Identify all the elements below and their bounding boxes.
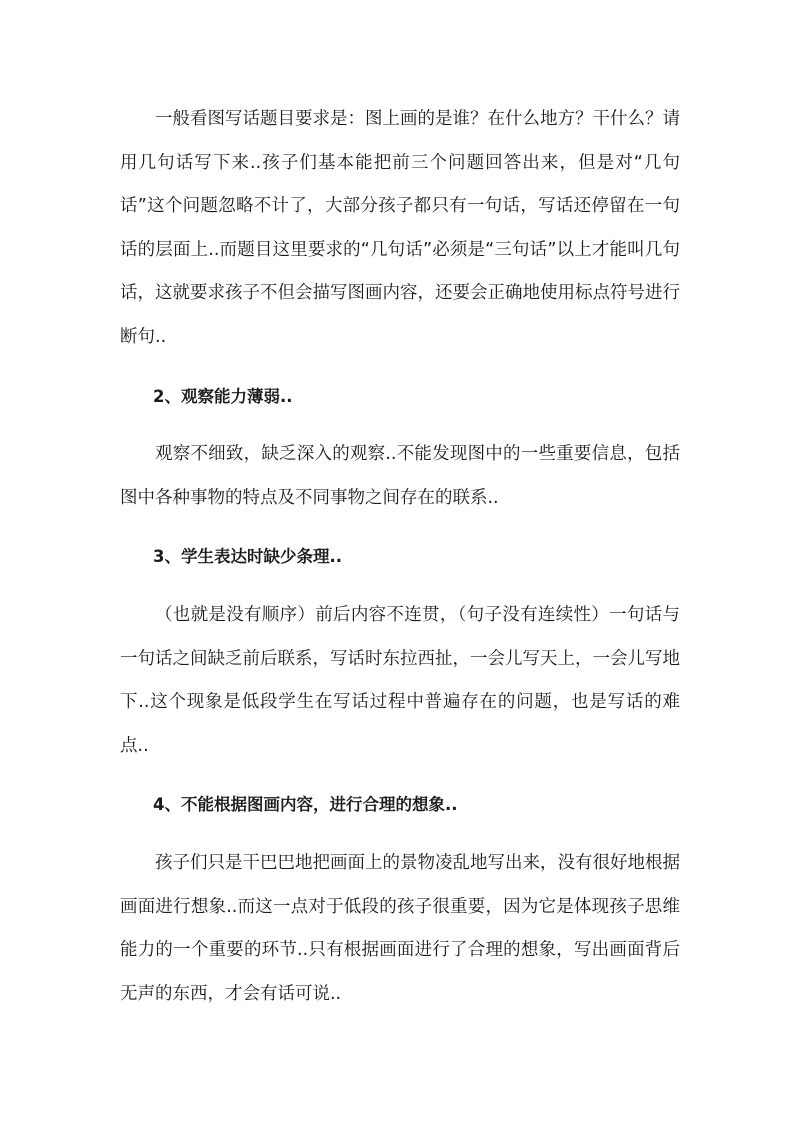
section-4-heading: 4、不能根据图画内容，进行合理的想象.. <box>153 795 458 815</box>
section-2-paragraph: 观察不细致，缺乏深入的观察..不能发现图中的一些重要信息，包括图中各种事物的特点及不同事物之间存在的联系.. <box>120 444 680 508</box>
section-3-heading: 3、学生表达时缺少条理.. <box>153 547 343 567</box>
section-4-paragraph: 孩子们只是干巴巴地把画面上的景物凌乱地写出来，没有很好地根据画面进行想象..而这一点对于低段的孩子很重要，因为它是体现孩子思维能力的一个重要的环节..只有根据画面进行了合理的想象，写出画面背后无声的东西，才会有话可说.. <box>120 852 680 1004</box>
intro-paragraph: 一般看图写话题目要求是：图上画的是谁？在什么地方？干什么？请用几句话写下来..孩子们基本能把前三个问题回答出来，但是对“几句话”这个问题忽略不计了，大部分孩子都只有一句话，写话还停留在一句话的层面上..而题目这里要求的“几句话”必须是“三句话”以上才能叫几句话，这就要求孩子不但会描写图画内容，还要会正确地使用标点符号进行断句.. <box>120 109 680 347</box>
section-3-paragraph: （也就是没有顺序）前后内容不连贯，（句子没有连续性）一句话与一句话之间缺乏前后联系，写话时东拉西扯，一会儿写天上，一会儿写地下..这个现象是低段学生在写话过程中普遍存在的问题，也是写话的难点.. <box>120 604 680 756</box>
section-2-heading: 2、观察能力薄弱.. <box>153 386 293 406</box>
document-page <box>120 98 680 1016</box>
